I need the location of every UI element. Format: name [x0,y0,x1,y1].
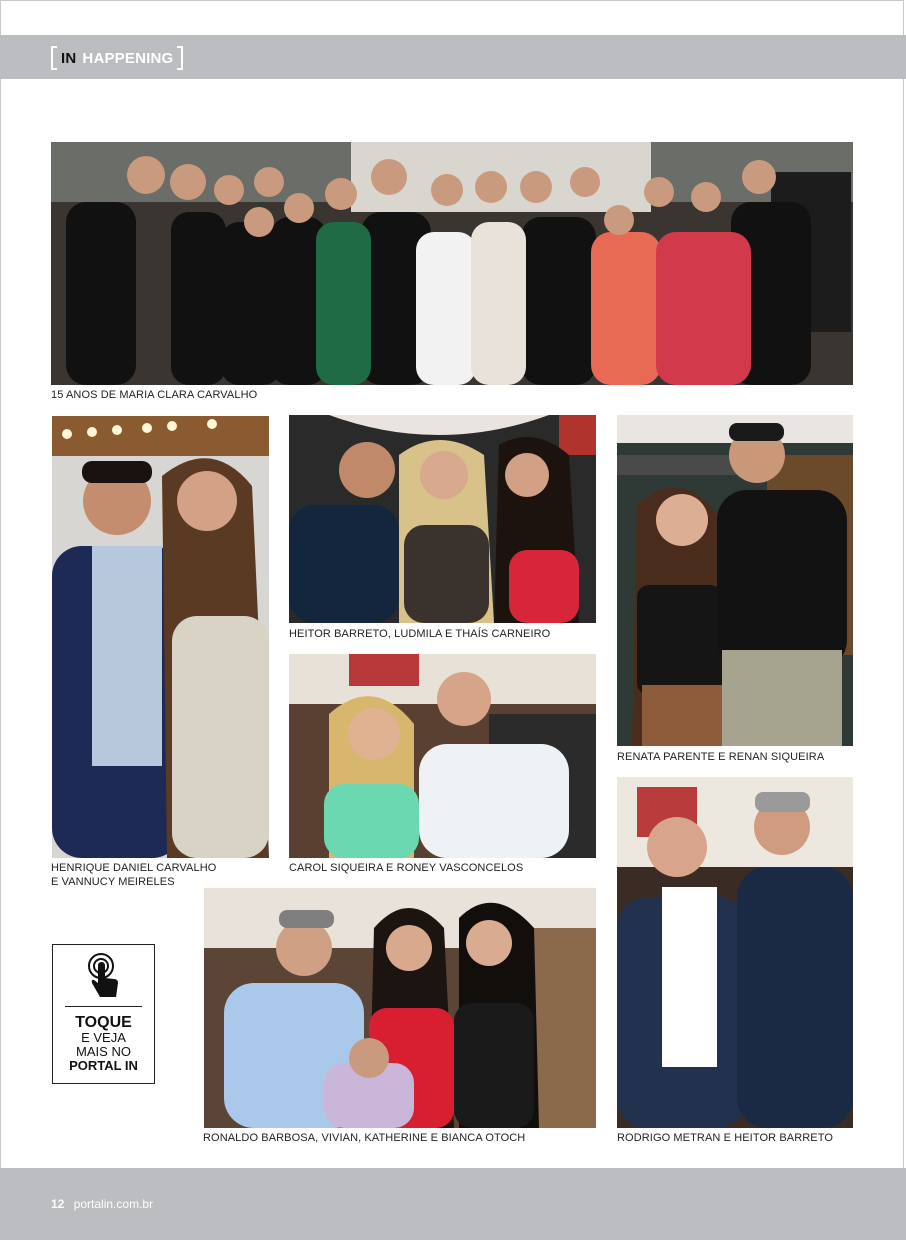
portal-in-touch-box[interactable] [52,944,155,1084]
henrique-photo [52,416,269,858]
renata-photo [617,415,853,746]
bracket-left [51,46,57,70]
ronaldo-caption: RONALDO BARBOSA, VIVIAN, KATHERINE E BIANCA OTOCH [203,1132,526,1144]
heitor-group-photo [289,415,596,623]
touch-hand-icon [84,953,124,1003]
touch-line1: TOQUE [75,1014,132,1031]
rodrigo-photo [617,777,853,1128]
touch-box-text [53,1014,154,1073]
ronaldo-photo [204,888,596,1128]
touch-line3: MAIS NO [76,1044,131,1059]
group-photo [51,142,853,385]
group-caption: 15 ANOS DE MARIA CLARA CARVALHO [51,389,258,401]
section-tag-title: HAPPENING [82,49,174,67]
carol-caption: CAROL SIQUEIRA E RONEY VASCONCELOS [289,862,524,874]
renata-caption: RENATA PARENTE E RENAN SIQUEIRA [617,751,825,763]
footer [51,1197,153,1211]
section-tag-prefix: IN [61,49,77,67]
page-number: 12 [51,1197,65,1211]
henrique-caption-line1: HENRIQUE DANIEL CARVALHO [51,862,217,874]
carol-photo [289,654,596,858]
rodrigo-caption: RODRIGO METRAN E HEITOR BARRETO [617,1132,833,1144]
section-tag [51,46,183,70]
henrique-caption-line2: E VANNUCY MEIRELES [51,876,175,888]
touch-box-divider [65,1006,142,1007]
heitor-group-caption: HEITOR BARRETO, LUDMILA E THAÍS CARNEIRO [289,628,551,640]
touch-line4: PORTAL IN [69,1058,138,1073]
touch-line2: E VEJA [81,1030,126,1045]
footer-site-link[interactable]: portalin.com.br [73,1197,154,1211]
bracket-right [177,46,183,70]
